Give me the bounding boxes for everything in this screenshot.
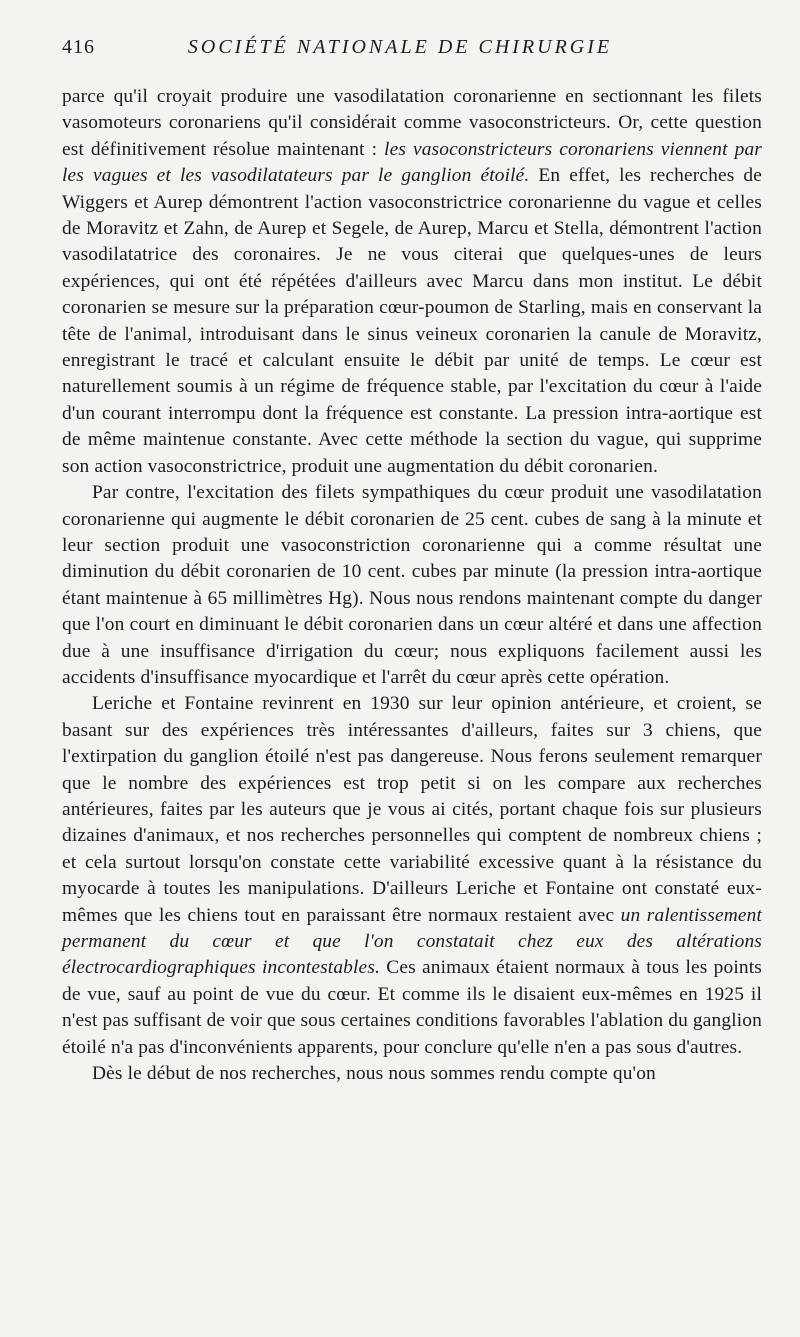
page-header [0,36,800,64]
paragraph-1 [62,84,762,480]
paragraph-1-text-cont: En effet, les recherches de Wiggers et Aurep démontrent l'action vasoconstrictrice coronarienne du vague et celles de Moravitz et Zahn, de Aurep et Segele, de Aurep, Marcu et Stella, démontrent l'action vasodilatatrice des coronaires. Je ne vous citerai que quelques-unes de leurs expériences, qui ont été répétées d'ailleurs avec Marcu dans mon institut. Le débit coronarien se mesure sur la préparation cœur-poumon de Starling, mais en conservant la tête de l'animal, introduisant dans le sinus veineux coronarien la canule de Moravitz, enregistrant le tracé et calculant ensuite le débit par unité de temps. Le cœur est naturellement soumis à un régime de fréquence stable, par l'excitation du cœur à l'aide d'un courant interrompu dont la fréquence est constante. La pression intra-aortique est de même maintenue constante. Avec cette méthode la section du vague, qui supprime son action vasoconstrictrice, produit une augmentation du débit coronarien. [62,165,762,477]
running-title: SOCIÉTÉ NATIONALE DE CHIRURGIE [187,36,613,58]
paragraph-3-text-cont: Ces animaux étaient normaux à tous les points de vue, sauf au point de vue du cœur. Et comme ils le disaient eux-mêmes en 1925 il n'est pas suffisant de voir que sous certaines conditions favorables l'ablation du ganglion étoilé n'a pas d'inconvénients apparents, pour conclure qu'elle n'en a pas sous d'autres. [62,957,762,1058]
paragraph-3-text: Leriche et Fontaine revinrent en 1930 sur leur opinion antérieure, et croient, se basant sur des expériences très intéressantes d'ailleurs, faites sur 3 chiens, que l'extirpation du ganglion étoilé n'est pas dangereuse. Nous ferons seulement remarquer que le nombre des expériences est trop petit si on les compare aux recherches antérieures, faites par les auteurs que je vous ai cités, portant chaque fois sur plusieurs dizaines d'animaux, et nos recherches personnelles qui comptent de nombreux chiens ; et cela surtout lorsqu'on constate cette variabilité excessive quant à la résistance du myocarde à toutes les manipulations. D'ailleurs Leriche et Fontaine ont constaté eux-mêmes que les chiens tout en paraissant être normaux restaient avec [62,693,762,926]
paragraph-3-italic: un ralentissement permanent du cœur et que l'on constatait chez eux des altérations électrocardiographiques incontestables. [62,904,762,979]
paragraph-4: Dès le début de nos recherches, nous nous sommes rendu compte qu'on [92,1063,656,1085]
paragraph-2: Par contre, l'excitation des filets sympathiques du cœur produit une vasodilatation coronarienne qui augmente le débit coronarien de 25 cent. cubes de sang à la minute et leur section produit une vasoconstriction coronarienne qui a comme résultat une diminution du débit coronarien de 10 cent. cubes par minute (la pression intra-aortique étant maintenue à 65 millimètres Hg). Nous nous rendons maintenant compte du danger que l'on court en diminuant le débit coronarien dans un cœur altéré et dans une affection due à une insuffisance d'irrigation du cœur; nous expliquons facilement aussi les accidents d'insuffisance myocardique et l'arrêt du cœur après cette opération. [62,482,762,688]
paragraph-1-text: parce qu'il croyait produire une vasodilatation coronarienne en sectionnant les filets vasomoteurs coronariens qu'il considérait comme vasoconstricteurs. Or, cette question est définitivement résolue maintenant : [62,86,762,160]
paragraph-3 [62,691,762,1061]
page-number: 416 [62,36,95,58]
body-text [62,84,762,1087]
paragraph-1-italic: les vasoconstricteurs coronariens viennent par les vagues et les vasodilatateurs par le ganglion étoilé. [62,138,762,187]
